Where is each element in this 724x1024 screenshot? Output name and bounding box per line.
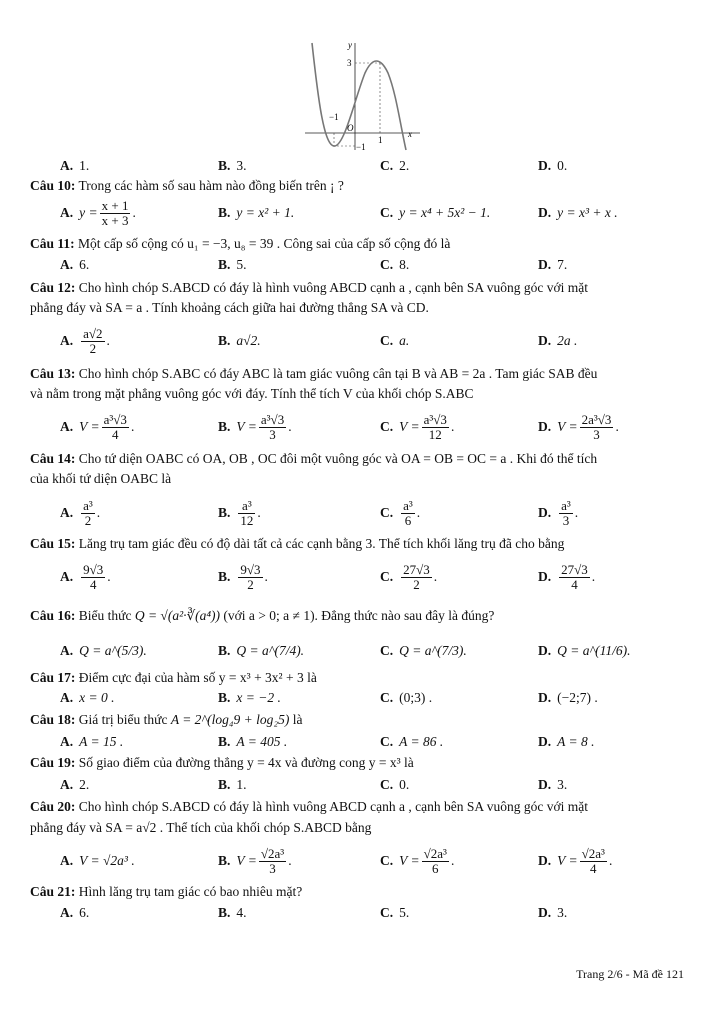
q11-options [60,254,660,276]
q17-option-a[interactable]: A. x = 0 . [60,690,115,705]
q16-stem: Câu 16: Biểu thức Q = √(a²·∛(a⁴)) (với a > 0; a ≠ 1). Đẳng thức nào sau đây là đúng? [30,608,495,623]
q16-option-b[interactable]: B. Q = a^(7/4). [218,643,305,658]
q15-options [60,558,660,596]
q13-option-c[interactable]: C. V = $\frac{\text{a³√3}}{12}$ . [380,411,455,442]
q18-option-b[interactable]: B. A = 405 . [218,734,288,749]
q10-option-d[interactable]: D. y = x³ + x . [538,205,618,220]
tick-3: 3 [347,58,352,68]
tick-1: 1 [378,135,383,145]
q13-option-b[interactable]: B. V = $\frac{\text{a³√3}}{3}$ . [218,411,292,442]
q12-option-a[interactable]: A. $\frac{a√2}{2}$ . [60,325,110,356]
q16-option-c[interactable]: C. Q = a^(7/3). [380,643,467,658]
q13-option-a[interactable]: A. V = $\frac{\text{a³√3}}{4}$ . [60,411,135,442]
q19-options [60,774,660,796]
q16-option-a[interactable]: A. Q = a^(5/3). [60,643,147,658]
q17-option-c[interactable]: C. (0;3) . [380,690,433,705]
q10-options [60,198,660,228]
q18-stem: Câu 18: Giá trị biểu thức A = 2^(log₄9 + log₂5) là [30,712,303,727]
q17-stem: Câu 17: Điểm cực đại của hàm số y = x³ + 3x² + 3 là [30,670,317,685]
q21-option-d[interactable]: D. 3. [538,905,568,920]
q20-option-b[interactable]: B. V = $\frac{\text{√2a³}}{3}$ . [218,845,292,876]
q18-option-a[interactable]: A. A = 15 . [60,734,124,749]
y-axis-label: y [348,40,352,50]
q19-option-b[interactable]: B. 1. [218,777,247,792]
q19-option-c[interactable]: C. 0. [380,777,410,792]
q12-option-b[interactable]: B. a√2. [218,333,261,348]
q21-option-b[interactable]: B. 4. [218,905,247,920]
curve [312,43,406,150]
q18-option-c[interactable]: C. A = 86 . [380,734,444,749]
q16-options [60,636,660,666]
q15-stem: Câu 15: Lăng trụ tam giác đều có độ dài tất cả các cạnh bằng 3. Thể tích khối lăng trụ đã cho bằng [30,536,565,551]
q20-option-d[interactable]: D. V = $\frac{\text{√2a³}}{4}$ . [538,845,613,876]
q20-stem-line1: Câu 20: Cho hình chóp S.ABCD có đáy là hình vuông ABCD cạnh a , cạnh bên SA vuông góc với mặt [30,799,588,814]
q13-option-d[interactable]: D. V = $\frac{\text{2a³√3}}{3}$ . [538,411,619,442]
tick-neg1-bottom: −1 [356,142,366,152]
q20-stem-line2: phẳng đáy và SA = a√2 . Thể tích của khối chóp S.ABCD bằng [30,820,372,835]
page-footer: Trang 2/6 - Mã đề 121 [576,967,684,981]
q20-option-c[interactable]: C. V = $\frac{\text{√2a³}}{6}$ . [380,845,455,876]
q15-option-d[interactable]: D. $\frac{27√3}{4}$ . [538,561,596,592]
q14-stem-line1: Câu 14: Cho tứ diện OABC có OA, OB , OC đôi một vuông góc và OA = OB = OC = a . Khi đó thể tích [30,451,598,466]
q14-options [60,494,660,532]
x-axis-label: x [408,129,412,139]
q21-options [60,902,660,924]
q19-option-d[interactable]: D. 3. [538,777,568,792]
q18-options [60,731,660,753]
q18-option-d[interactable]: D. A = 8 . [538,734,595,749]
q11-stem: Câu 11: Một cấp số cộng có u₁ = −3, u₈ = 39 . Công sai của cấp số cộng đó là [30,236,451,251]
q15-option-a[interactable]: A. $\frac{9√3}{4}$ . [60,561,111,592]
q10-option-a[interactable]: A. y = $\frac{x + 1}{x + 3}$ . [60,197,136,228]
q15-option-c[interactable]: C. $\frac{27√3}{2}$ . [380,561,438,592]
q20-option-a[interactable]: A. V = √2a³ . [60,853,135,868]
q21-stem: Câu 21: Hình lăng trụ tam giác có bao nhiêu mặt? [30,884,303,899]
q10-option-b[interactable]: B. y = x² + 1. [218,205,295,220]
q14-stem-line2: của khối tứ diện OABC là [30,471,172,486]
origin-label: O [347,123,354,133]
q9-option-d[interactable]: D. 0. [538,158,568,173]
q15-option-b[interactable]: B. $\frac{9√3}{2}$ . [218,561,268,592]
q11-option-b[interactable]: B. 5. [218,257,247,272]
q10-option-c[interactable]: C. y = x⁴ + 5x² − 1. [380,205,491,220]
q13-stem-line1: Câu 13: Cho hình chóp S.ABC có đáy ABC là tam giác vuông cân tại B và AB = 2a . Tam giác SAB đều [30,366,598,381]
q9-option-a[interactable]: A. 1. [60,158,90,173]
q11-option-a[interactable]: A. 6. [60,257,90,272]
q12-stem-line1: Câu 12: Cho hình chóp S.ABCD có đáy là hình vuông ABCD cạnh a , cạnh bên SA vuông góc với mặt [30,280,588,295]
q17-options [60,687,660,709]
q9-option-c[interactable]: C. 2. [380,158,410,173]
q11-option-d[interactable]: D. 7. [538,257,568,272]
q14-option-d[interactable]: D. $\frac{\text{a³}}{3}$ . [538,497,579,528]
q13-options [60,408,660,446]
cubic-function-graph [300,38,424,154]
q12-stem-line2: phẳng đáy và SA = a . Tính khoảng cách giữa hai đường thẳng SA và CD. [30,300,429,315]
q19-stem: Câu 19: Số giao điểm của đường thẳng y = 4x và đường cong y = x³ là [30,755,414,770]
q14-option-c[interactable]: C. $\frac{\text{a³}}{6}$ . [380,497,421,528]
q9-option-b[interactable]: B. 3. [218,158,247,173]
q21-option-a[interactable]: A. 6. [60,905,90,920]
tick-neg1-y: −1 [329,112,339,122]
q10-stem: Câu 10: Trong các hàm số sau hàm nào đồng biến trên ¡ ? [30,178,344,193]
q17-option-d[interactable]: D. (−2;7) . [538,690,598,705]
q21-option-c[interactable]: C. 5. [380,905,410,920]
q20-options [60,842,660,880]
q12-options [60,324,660,358]
q13-stem-line2: và nằm trong mặt phẳng vuông góc với đáy. Tính thể tích V của khối chóp S.ABC [30,386,474,401]
q14-option-a[interactable]: A. $\frac{\text{a³}}{2}$ . [60,497,101,528]
q12-option-c[interactable]: C. a. [380,333,410,348]
q17-option-b[interactable]: B. x = −2 . [218,690,281,705]
q16-option-d[interactable]: D. Q = a^(11/6). [538,643,631,658]
q12-option-d[interactable]: D. 2a . [538,333,578,348]
q19-option-a[interactable]: A. 2. [60,777,90,792]
q11-option-c[interactable]: C. 8. [380,257,410,272]
q14-option-b[interactable]: B. $\frac{\text{a³}}{12}$ . [218,497,261,528]
